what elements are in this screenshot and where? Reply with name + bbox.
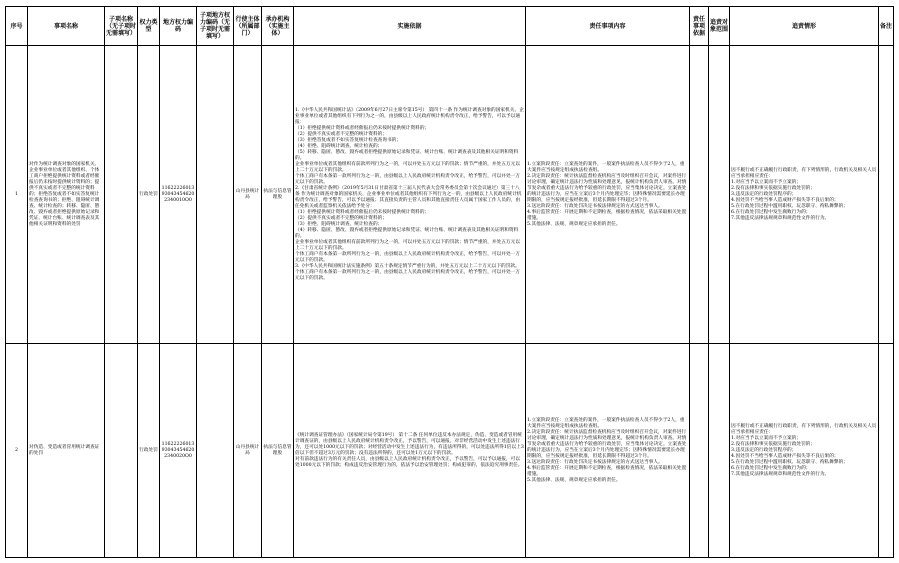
row-note [879,344,894,558]
col-header-code: 地方权力编码 [160,7,197,46]
col-header-scope: 追责对象范围 [709,7,730,46]
power-list-table [5,6,894,558]
row-scope [709,344,730,558]
row-subject: 山丹县统计局 [234,344,262,558]
col-header-type: 权力类型 [138,7,160,46]
col-header-duty: 责任事项内容 [526,7,690,46]
row-power-type: 行政处罚 [138,46,160,344]
header-row [6,7,894,46]
row-note [879,46,894,344]
row-subcode [197,46,234,344]
row-duty-basis [690,344,709,558]
row-cases: 因不履行或不正确履行行政职责，有下列情形的，行政机关及相关人员应当承担相应责任： 1.对应当予以立案而不予立案的； 2.没有法律和事实依据实施行政处罚的； 3.违反法定的行政处罚程序的； 4.因处罚不当给当事人造成财产损失等不良后果的； 5.在行政处罚过程中滥用职权、玩忽职守、徇私舞弊的； 6.在行政处罚过程中发生腐败行为的； 7.其他违反法律法规规章和规范性文件的行为。 [730,46,879,344]
col-header-subname: 子项名称（无子项时无需填写） [105,7,138,46]
table-row [6,46,894,344]
row-subname [105,344,138,558]
row-no: 1 [6,46,28,344]
row-scope [709,46,730,344]
col-header-agency: 承办机构（实施主体） [262,7,294,46]
col-header-note: 备注 [879,7,894,46]
row-duty: 1.立案阶段责任：立案查处的案件，一般案件执法检查人员不得少于2人，重大案件应当按规定组成执法检查组。 2.决定阶段责任：统计执法监督检查机构应当及时组织召开会议，对案件进行讨论审理，确定统计违法行为性质和处理意见，报统计机构负责人审查。对情节复杂或者重大违法行为给予较重的行政处罚，应当集体讨论决定。立案查处的统计违法行为，应当在立案后3个月内处理完毕；因特殊情况需要延长办理期限的，应当按规定报经批准，但延长期限不得超过3个月。 3.送达阶段责任：行政处罚决定书按法律规定的方式送达当事人。 4.事后监管责任：开展定期和不定期检查，根据检查情况，依法采取相关处置措施。 5.其他法律、法规、规章规定应承担的责任。 [526,46,690,344]
col-header-no: 序号 [6,7,28,46]
row-no: 2 [6,344,28,558]
col-header-cases: 追责情形 [730,7,879,46]
row-duty: 1.立案阶段责任：立案查处的案件，一般案件执法检查人员不得少于2人，重大案件应当按规定组成执法检查组。 2.决定阶段责任：统计执法监督检查机构应当及时组织召开会议，对案件进行讨论审理，确定统计违法行为性质和处理意见，报统计机构负责人审查。对情节复杂或者重大违法行为给予较重的行政处罚，应当集体讨论决定。立案查处的统计违法行为，应当在立案后3个月内处理完毕；因特殊情况需要延长办理期限的，应当按规定报经批准，但延长期限不得超过3个月。 3.送达阶段责任：行政处罚决定书按法律规定的方式送达当事人。 4.事后监管责任：开展定期和不定期检查，根据检查情况，依法采取相关处置措施。 5.其他法律、法规、规章规定应承担的责任。 [526,344,690,558]
row-cases: 因不履行或不正确履行行政职责，有下列情形的，行政机关及相关人员应当承担相应责任： 1.对应当予以立案而不予立案的； 2.没有法律和事实依据实施行政处罚的； 3.违反法定的行政处罚程序的； 4.因处罚不当给当事人造成财产损失等不良后果的； 5.在行政处罚过程中滥用职权、玩忽职守、徇私舞弊的； 6.在行政处罚过程中发生腐败行为的； 7.其他违反法律法规规章和规范性文件的行为。 [730,344,879,558]
row-basis: 1.《中华人民共和国统计法》（2009年6月27日主席令第15号） 第四十一条 作为统计调查对象的国家机关、企业事业单位或者其他组织有下列行为之一的，由县级以上人民政府统计机构责令改正，给予警告，可以予以通报： （1）拒绝提供统计资料或者经催报后仍未按时提供统计资料的； （2）提供不真实或者不完整的统计资料的； （3）拒绝答复或者不如实答复统计检查查询书的； （4）拒绝、阻碍统计调查、统计检查的； （5）转移、隐匿、篡改、毁弃或者拒绝提供原始记录和凭证、统计台账、统计调查表及其他相关证明和资料的。 企业事业单位或者其他组织有前款所列行为之一的，可以并处五万元以下的罚款；情节严重的，并处五万元以上二十万元以下的罚款。 个体工商户有本条第一款所列行为之一的，由县级以上人民政府统计机构责令改正，给予警告，可以并处一万元以下的罚款。 2.《甘肃省统计条例》（2019年5月31日甘肃省第十三届人民代表大会常务委员会第十次会议通过）第三十八条 作为统计调查对象的国家机关、企业事业单位或者其他组织有下列行为之一的，由县级以上人民政府统计机构责令改正，给予警告，可以予以通报；其直接负责的主管人员和其他直接责任人员属于国家工作人员的，由任免机关或者监察机关依法给予处分： （1）拒绝提供统计资料或者经催报后仍未按时提供统计资料的； （2）提供不真实或者不完整的统计资料的； （3）拒绝、阻碍统计调查、统计检查的； （4）转移、隐匿、篡改、毁弃或者拒绝提供原始记录和凭证、统计台账、统计调查表及其他相关证明和资料的。 企业事业单位或者其他组织有前款所列行为之一的，可以并处五万元以下的罚款；情节严重的，并处五万元以上二十万元以下的罚款。 个体工商户有本条第一款所列行为之一的，由县级以上人民政府统计机构责令改正，给予警告，可以并处一万元以下的罚款。 3.《中华人民共和国统计法实施条例》第五十条规定情节严重行为的，并处五万元以上二十万元以下的罚款。 个体工商户有本条第一款所列行为之一的，由县级以上人民政府统计机构责令改正，给予警告，可以并处一万元以下的罚款。 [294,46,526,344]
row-item-name: 对伪造、变造或者冒用统计调查证的处罚 [28,344,105,558]
col-header-dutybasis: 责任事项依据 [690,7,709,46]
row-power-code: 11622226013930434546202340010O0 [160,46,197,344]
col-header-name: 事项名称 [28,7,105,46]
table-row [6,344,894,558]
col-header-subcode: 子项地方权力编码（无子项时无需填写） [197,7,234,46]
row-item-name: 对作为统计调查对象的国家机关、企业事业单位或者其他组织、个体工商户拒绝提供统计资料或者经催报后仍未按时提供统计资料的；提供不真实或者不完整的统计资料的；拒绝答复或者不如实答复统计检查查询书的；拒绝、阻碍统计调查、统计检查的；转移、隐匿、篡改、毁弃或者拒绝提供原始记录和凭证、统计台账、统计调查表及其他相关证明和资料的处罚 [28,46,105,344]
row-subname [105,46,138,344]
row-agency: 执法与信息管理股 [262,344,294,558]
row-agency: 执法与信息管理股 [262,46,294,344]
col-header-basis: 实施依据 [294,7,526,46]
row-power-type: 行政处罚 [138,344,160,558]
row-power-code: 11622226013930434546202340020O0 [160,344,197,558]
row-duty-basis [690,46,709,344]
row-subject: 山丹县统计局 [234,46,262,344]
row-subcode [197,344,234,558]
col-header-subject: 行使主体（所属部门） [234,7,262,46]
row-basis: 《统计调查证管理办法》（国家统计局令第19号） 第十二条 任何单位违反本办法规定，伪造、变造或者冒用统计调查证的，由县级以上人民政府统计机构责令改正，予以警告，可以通报。对非经营活动中发生上述违法行为，还可以处1000元以下的罚款；对经营活动中发生上述违法行为，有违法所得的，可以处违法所得1倍以上3倍以下但不超过3万元的罚款；没有违法所得的，还可以处1万元以下的罚款。 对有前款违法行为的有关责任人员，由县级以上人民政府统计机构责令改正，予以警告，可以予以通报，可以处1000元以下的罚款；构成违反治安管理行为的，依法予以治安管理处罚；构成犯罪的，依法追究刑事责任。 [294,344,526,558]
